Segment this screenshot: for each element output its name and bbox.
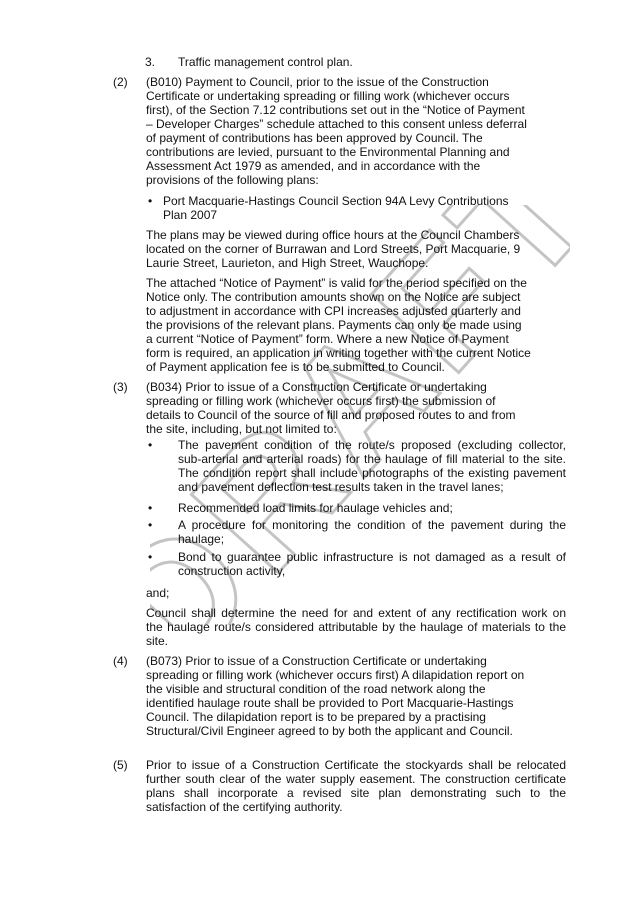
text-line: contributions are levied, pursuant to the Environmental Planning and (146, 145, 510, 159)
text-line: – Developer Charges” schedule attached to this consent unless deferral (146, 117, 527, 131)
condition-number-2: (2) (113, 75, 128, 89)
text-line: Laurie Street, Laurieton, and High Street, Wauchope. (146, 256, 429, 270)
text-line: a current “Notice of Payment” form. Where a new Notice of Payment (146, 332, 509, 346)
condition-number-4: (4) (113, 654, 128, 668)
text-line: Certificate or undertaking spreading or filling work (whichever occurs (146, 89, 510, 103)
text-line: Port Macquarie-Hastings Council Section 94A Levy Contributions (163, 194, 509, 208)
text-line: construction activity, (178, 564, 286, 578)
text-line: further south clear of the water supply easement. The construction certificate (146, 772, 566, 786)
text-line: sub-arterial and arterial roads) for the haulage of fill material to the site. (178, 452, 566, 466)
text-line: site. (146, 634, 169, 648)
text-line: identified haulage route shall be provided to Port Macquarie-Hastings (146, 696, 514, 710)
text-line: Structural/Civil Engineer agreed to by both the applicant and Council. (146, 724, 513, 738)
text-line: Notice only. The contribution amounts shown on the Notice are subject (146, 290, 521, 304)
text-line: (B073) Prior to issue of a Construction Certificate or undertaking (146, 654, 487, 668)
bullet-icon: • (148, 550, 153, 564)
text-line: plans shall incorporate a revised site plan demonstrating such to the (146, 786, 566, 800)
text-line: Council shall determine the need for and extent of any rectification work on (146, 606, 566, 620)
text-line: (B034) Prior to issue of a Construction Certificate or undertaking (146, 380, 487, 394)
condition-number-5: (5) (113, 758, 128, 772)
bullet-icon: • (148, 501, 153, 515)
text-line: spreading or filling work (whichever occurs first) A dilapidation report on (146, 668, 525, 682)
text-line: The attached “Notice of Payment” is valid for the period specified on the (146, 276, 527, 290)
text-line: Bond to guarantee public infrastructure is not damaged as a result of (178, 550, 566, 564)
text-line: the provisions of the relevant plans. Payments can only be made using (146, 318, 522, 332)
item-number-3: 3. (145, 55, 156, 69)
item-3-text: Traffic management control plan. (178, 55, 353, 69)
text-line: Plan 2007 (163, 208, 218, 222)
text-line: of payment of contributions has been approved by Council. The (146, 131, 483, 145)
text-line: spreading or filling work (whichever occurs first) the submission of (146, 394, 496, 408)
text-line: located on the corner of Burrawan and Lord Streets, Port Macquarie, 9 (146, 242, 521, 256)
text-line: provisions of the following plans: (146, 173, 319, 187)
text-line: Council. The dilapidation report is to be prepared by a practising (146, 710, 486, 724)
bullet-icon: • (148, 438, 153, 452)
text-line: form is required, an application in writing together with the current Notice (146, 346, 531, 360)
bullet-icon: • (148, 518, 153, 532)
text-line: details to Council of the source of fill and proposed routes to and from (146, 408, 516, 422)
text-line: The pavement condition of the route/s proposed (excluding collector, (178, 438, 566, 452)
text-line: of Payment application fee is to be submitted to Council. (146, 360, 445, 374)
and-text: and; (146, 586, 170, 600)
text-line: to adjustment in accordance with CPI increases adjusted quarterly and (146, 304, 521, 318)
text-line: and pavement deflection test results taken in the travel lanes; (178, 480, 504, 494)
text-line: Assessment Act 1979 as amended, and in accordance with the (146, 159, 481, 173)
text-line: haulage; (178, 532, 225, 546)
text-line: the visible and structural condition of the road network along the (146, 682, 486, 696)
load-limits-item: Recommended load limits for haulage vehicles and; (178, 501, 453, 515)
text-line: the haulage route/s considered attributable by the haulage of materials to the (146, 620, 566, 634)
text-line: the site, including, but not limited to: (146, 422, 337, 436)
text-line: satisfaction of the certifying authority. (146, 800, 343, 814)
text-line: The condition report shall include photographs of the existing pavement (178, 466, 566, 480)
svg-text:DRAFT: DRAFT (150, 205, 570, 625)
text-line: A procedure for monitoring the condition of the pavement during the (178, 518, 566, 532)
bullet-icon: • (148, 194, 153, 208)
text-line: first), of the Section 7.12 contributions set out in the “Notice of Payment (146, 103, 525, 117)
condition-number-3: (3) (113, 380, 128, 394)
text-line: The plans may be viewed during office hours at the Council Chambers (146, 228, 520, 242)
text-line: Prior to issue of a Construction Certificate the stockyards shall be relocated (146, 758, 566, 772)
text-line: (B010) Payment to Council, prior to the issue of the Construction (146, 75, 489, 89)
